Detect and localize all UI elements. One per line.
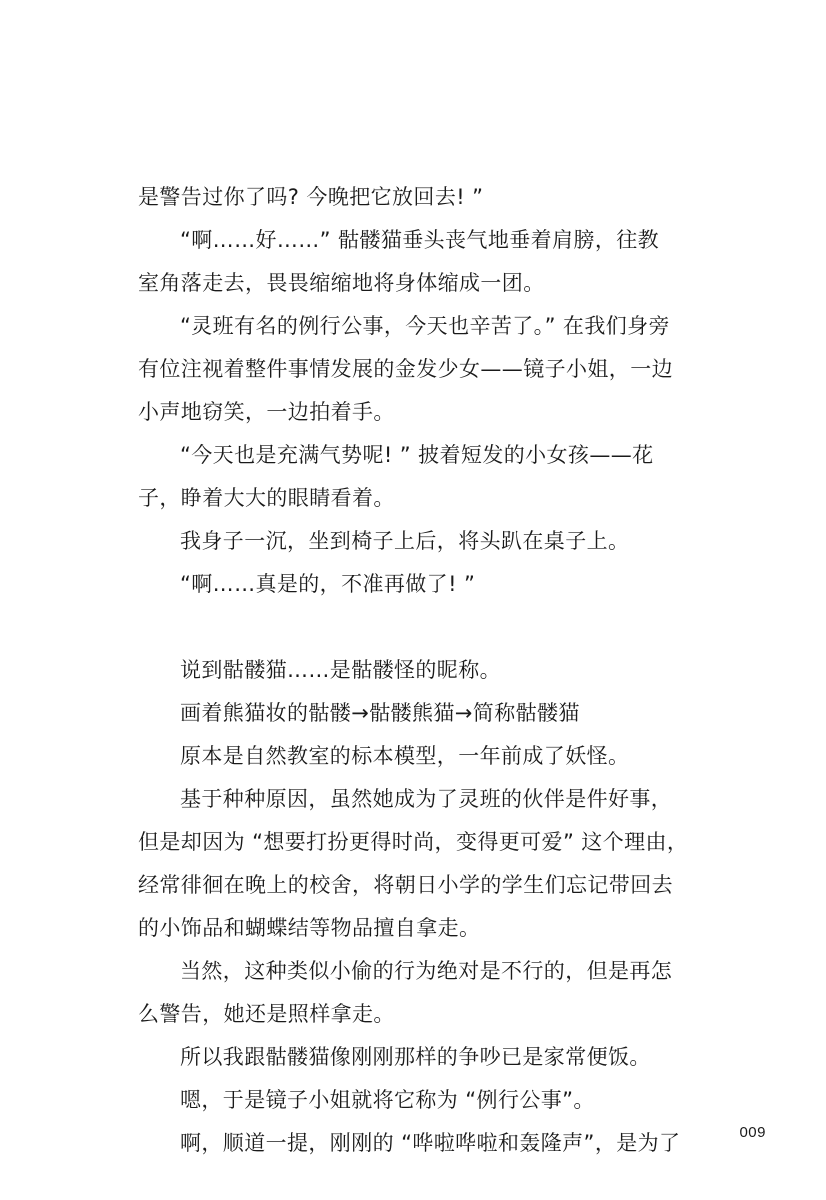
- text-line: 基于种种原因，虽然她成为了灵班的伙伴是件好事，: [180, 787, 673, 811]
- text-line: 小声地窃笑，一边拍着手。: [138, 400, 395, 424]
- text-line: 有位注视着整件事情发展的金发少女——镜子小姐，一边: [138, 357, 673, 381]
- section-break: [138, 606, 718, 649]
- text-line: 画着熊猫妆的骷髅→骷髅熊猫→简称骷髅猫: [180, 701, 580, 725]
- text-line: 子，睁着大大的眼睛看着。: [138, 486, 395, 510]
- body-text: [138, 176, 718, 1165]
- text-line: “今天也是充满气势呢! ” 披着短发的小女孩——花: [180, 443, 654, 467]
- text-line: “灵班有名的例行公事，今天也辛苦了。” 在我们身旁: [180, 314, 670, 338]
- text-line: 说到骷髅猫……是骷髅怪的昵称。: [180, 658, 501, 682]
- text-line: 是警告过你了吗? 今晚把它放回去! ”: [138, 185, 484, 209]
- text-line: 我身子一沉，坐到椅子上后，将头趴在桌子上。: [180, 529, 630, 553]
- text-line: 原本是自然教室的标本模型，一年前成了妖怪。: [180, 744, 630, 768]
- text-line: “啊……好……” 骷髅猫垂头丧气地垂着肩膀，往教: [180, 228, 660, 252]
- text-line: 么警告，她还是照样拿走。: [138, 1002, 395, 1026]
- text-line: 室角落走去，畏畏缩缩地将身体缩成一团。: [138, 271, 545, 295]
- text-line: 啊，顺道一提，刚刚的 “哗啦哗啦和轰隆声”，是为了: [180, 1131, 681, 1155]
- page-number: 009: [739, 1124, 766, 1141]
- text-line: 当然，这种类似小偷的行为绝对是不行的，但是再怎: [180, 959, 673, 983]
- text-line: “啊……真是的，不准再做了! ”: [180, 572, 476, 596]
- text-line: 嗯，于是镜子小姐就将它称为 “例行公事”。: [180, 1088, 595, 1112]
- text-line: 但是却因为 “想要打扮更得时尚，变得更可爱” 这个理由，: [138, 830, 689, 854]
- text-line: 经常徘徊在晚上的校舍，将朝日小学的学生们忘记带回去: [138, 873, 673, 897]
- text-line: 所以我跟骷髅猫像刚刚那样的争吵已是家常便饭。: [180, 1045, 651, 1069]
- text-line: 的小饰品和蝴蝶结等物品擅自拿走。: [138, 916, 481, 940]
